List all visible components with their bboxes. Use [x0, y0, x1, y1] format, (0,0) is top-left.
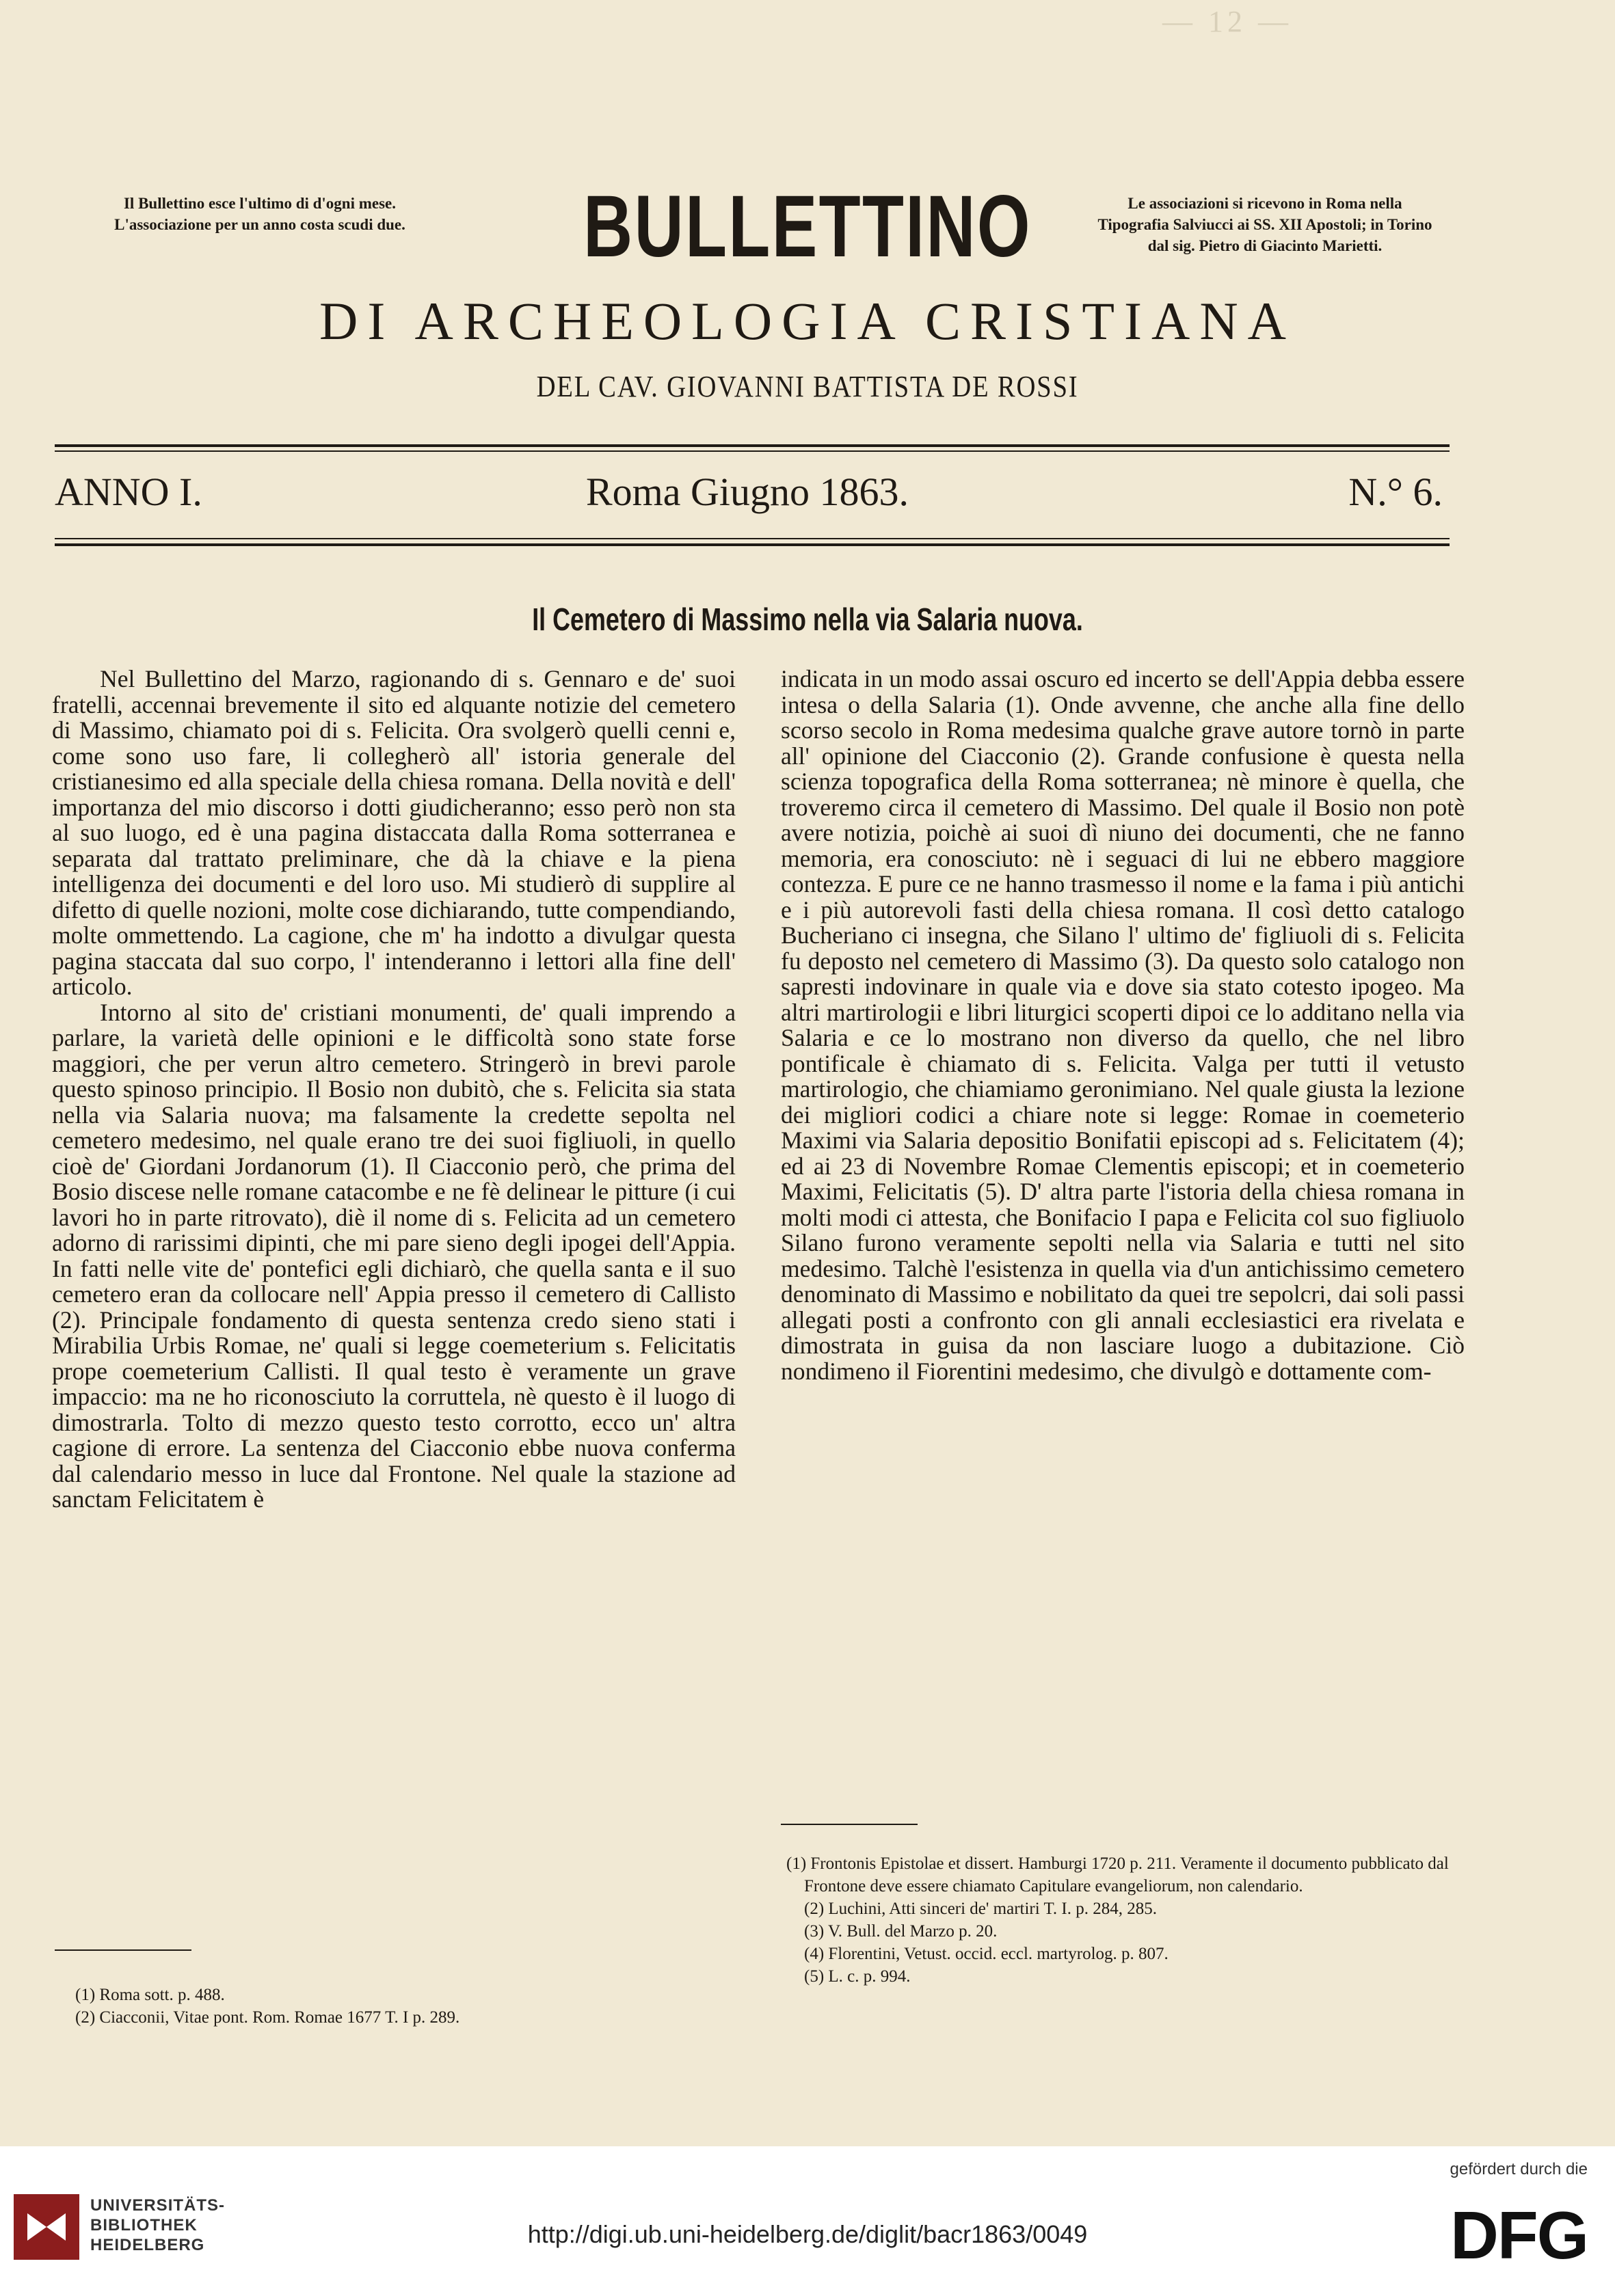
divider-top: [55, 444, 1450, 447]
digitization-footer: [0, 2146, 1615, 2296]
dfg-logo: DFG: [1450, 2198, 1588, 2273]
footnotes-left: [75, 1984, 745, 2029]
subscription-note: Il Bullettino esce l'ultimo di d'ogni mese. L'associazione per un anno costa scudi due.: [114, 195, 405, 233]
footnote: (2) Luchini, Atti sinceri de' martiri T. I. p. 284, 285.: [804, 1900, 1157, 1918]
masthead-subtitle: DI ARCHEOLOGIA CRISTIANA: [319, 291, 1296, 351]
left-column: [52, 666, 736, 1513]
bleed-through: — 12 —: [1162, 5, 1292, 38]
footnote: (4) Florentini, Vetust. occid. eccl. martyrolog. p. 807.: [804, 1945, 1169, 1963]
article-title: Il Cemetero di Massimo nella via Salaria nuova.: [532, 602, 1083, 637]
paragraph: indicata in un modo assai oscuro ed incerto se dell'Appia debba essere intesa o della Salaria (1). Onde avvenne, che anche alla fine dello scorso secolo in Roma medesima qualche grave autore tornò in parte all' opinione del Ciacconio (2). Grande confusione è questa nella scienza topografica della Roma sotterranea; nè minore è quella, che troveremo circa il cemetero di Massimo. Del quale il Bosio non potè avere notizia, poichè ai suoi dì niuno dei documenti, che ne fanno memoria, era conosciuto: nè i seguaci di lui ne ebbero maggiore contezza. E pure ce ne hanno trasmesso il nome e la fama i più antichi e i più autorevoli fasti della chiesa romana. Il così detto catalogo Bucheriano ci insegna, che Silano l' ultimo de' figliuoli di s. Felicita fu deposto nel cemetero di Massimo (3). Da questo solo catalogo non sapresti indovinare in quale via e dove sia stato cotesto ipogeo. Ma altri martirologii e libri liturgici scoperti dipoi ce lo additano nella via Salaria e ce lo mostrano non diverso da quello, che nel libro pontificale è chiamato di s. Felicita. Valga per tutti il vetusto martirologio, che chiamiamo geronimiano. Nel quale giusta la lezione dei migliori codici a chiare note si legge: Romae in coemeterio Maximi via Salaria depositio Bonifatii episcopi ad s. Felicitatem (4); ed ai 23 di Novembre Romae Clementis episcopi; et in coemeterio Maximi, Felicitatis (5). D' altra parte l'istoria della chiesa romana in molti modi ci attesta, che Bonifacio I papa e Felicita col suo figliuolo Silano furono veramente sepolti nella via Salaria e tutti nel sito medesimo. Talchè l'esistenza in quella via d'un antichissimo cemetero denominato di Massimo e nobilitato da quei tre sepolcri, dai soli passi allegati posti a confronto con gli annali ecclesiastici era rivelata e dimostrata in guisa da non lasciare luogo a dubitazione. Ciò nondimeno il Fiorentini medesimo, che divulgò e dottamente com-: [781, 665, 1465, 1385]
divider-top-thin: [55, 450, 1450, 452]
sponsor-text: gefördert durch die: [1450, 2160, 1588, 2178]
paragraph: Nel Bullettino del Marzo, ragionando di s. Gennaro e de' suoi fratelli, accennai brevemente il sito ed alquante notizie del cemetero di Massimo, chiamato poi di s. Felicita. Ora svolgerò quelli cenni e, come sono uso fare, li collegherò all' istoria generale del cristianesimo ed alla speciale della chiesa romana. Della novità e dell' importanza del mio discorso i dotti giudicheranno; esso però non sta al suo luogo, ed è una pagina distaccata dalla Roma sotterranea e separata dal trattato preliminare, che dà la chiave e la piena intelligenza dei documenti e del loro uso. Mi studierò di supplire al difetto di quelle nozioni, molte cose dichiarando, tutte compendiando, molte ommettendo. La cagione, che m' ha indotto a divulgar questa pagina staccata dal suo corpo, l' intenderanno i lettori alla fine dell' articolo.: [52, 665, 736, 1000]
footnote: (3) V. Bull. del Marzo p. 20.: [804, 1922, 998, 1941]
university-name: UNIVERSITÄTS- BIBLIOTHEK HEIDELBERG: [90, 2196, 226, 2254]
footnote-rule-right: [781, 1824, 918, 1825]
issue-year: ANNO I.: [55, 470, 202, 514]
masthead-title: BULLETTINO: [583, 178, 1032, 275]
footnote: (5) L. c. p. 994.: [804, 1967, 911, 1986]
footnote: (2) Ciacconii, Vitae pont. Rom. Romae 1677 T. I p. 289.: [75, 2008, 460, 2027]
issue-date: Roma Giugno 1863.: [586, 470, 909, 514]
association-note: Le associazioni si ricevono in Roma nella Tipografia Salviucci ai SS. XII Apostoli; in Torino dal sig. Pietro di Giacinto Marietti.: [1097, 195, 1432, 254]
issue-line: [55, 467, 1450, 517]
paragraph: Intorno al sito de' cristiani monumenti, de' quali imprendo a parlare, la varietà delle opinioni e le difficoltà sono state forse maggiori, che per verun altro cemetero. Stringerò in brevi parole questo spinoso principio. Il Bosio non dubitò, che s. Felicita sia stata nella via Salaria nuova; ma falsamente la credette sepolta nel cemetero medesimo, nel quale erano tre dei suoi figliuoli, in quello cioè de' Giordani Jordanorum (1). Il Ciacconio però, che prima del Bosio discese nelle romane catacombe e ne fè delinear le pitture (i cui lavori ho in parte ritrovato), diè il nome di s. Felicita ad un cemetero adorno di rarissimi dipinti, che mi pare sieno degli ipogei dell'Appia. In fatti nelle vite de' pontefici egli dichiarò, che quella santa e il suo cemetero eran da collocare nell' Appia presso il cemetero di Callisto (2). Principale fondamento di questa sentenza credo sieno stati i Mirabilia Urbis Romae, ne' quali si legge coemeterium s. Felicitatis prope coemeterium Callisti. Il qual testo è veramente un grave impaccio: ma ne ho riconosciuto la corruttela, nè questo è il luogo di dimostrarla. Tolto di mezzo questo testo corrotto, ecco un' altra cagione di errore. La sentenza del Ciacconio ebbe nuova conferma dal calendario messo in luce dal Frontone. Nel quale la stazione ad sanctam Felicitatem è: [52, 998, 736, 1513]
right-column: [781, 666, 1465, 1384]
masthead-author: DEL CAV. GIOVANNI BATTISTA DE ROSSI: [536, 370, 1079, 403]
footnotes-right: [786, 1852, 1456, 1988]
divider-bottom-thick: [55, 543, 1450, 546]
permalink[interactable]: http://digi.ub.uni-heidelberg.de/diglit/bacr1863/0049: [527, 2220, 1088, 2248]
footnote: (1) Roma sott. p. 488.: [75, 1986, 225, 2004]
issue-number: N.° 6.: [1348, 470, 1443, 514]
footnote-rule-left: [55, 1949, 191, 1951]
divider-bottom: [55, 538, 1450, 539]
footnote: (1) Frontonis Epistolae et dissert. Hamburgi 1720 p. 211. Veramente il documento pubblicato dal Frontone deve essere chiamato Capitulare evangeliorum, non calendario.: [786, 1854, 1449, 1895]
